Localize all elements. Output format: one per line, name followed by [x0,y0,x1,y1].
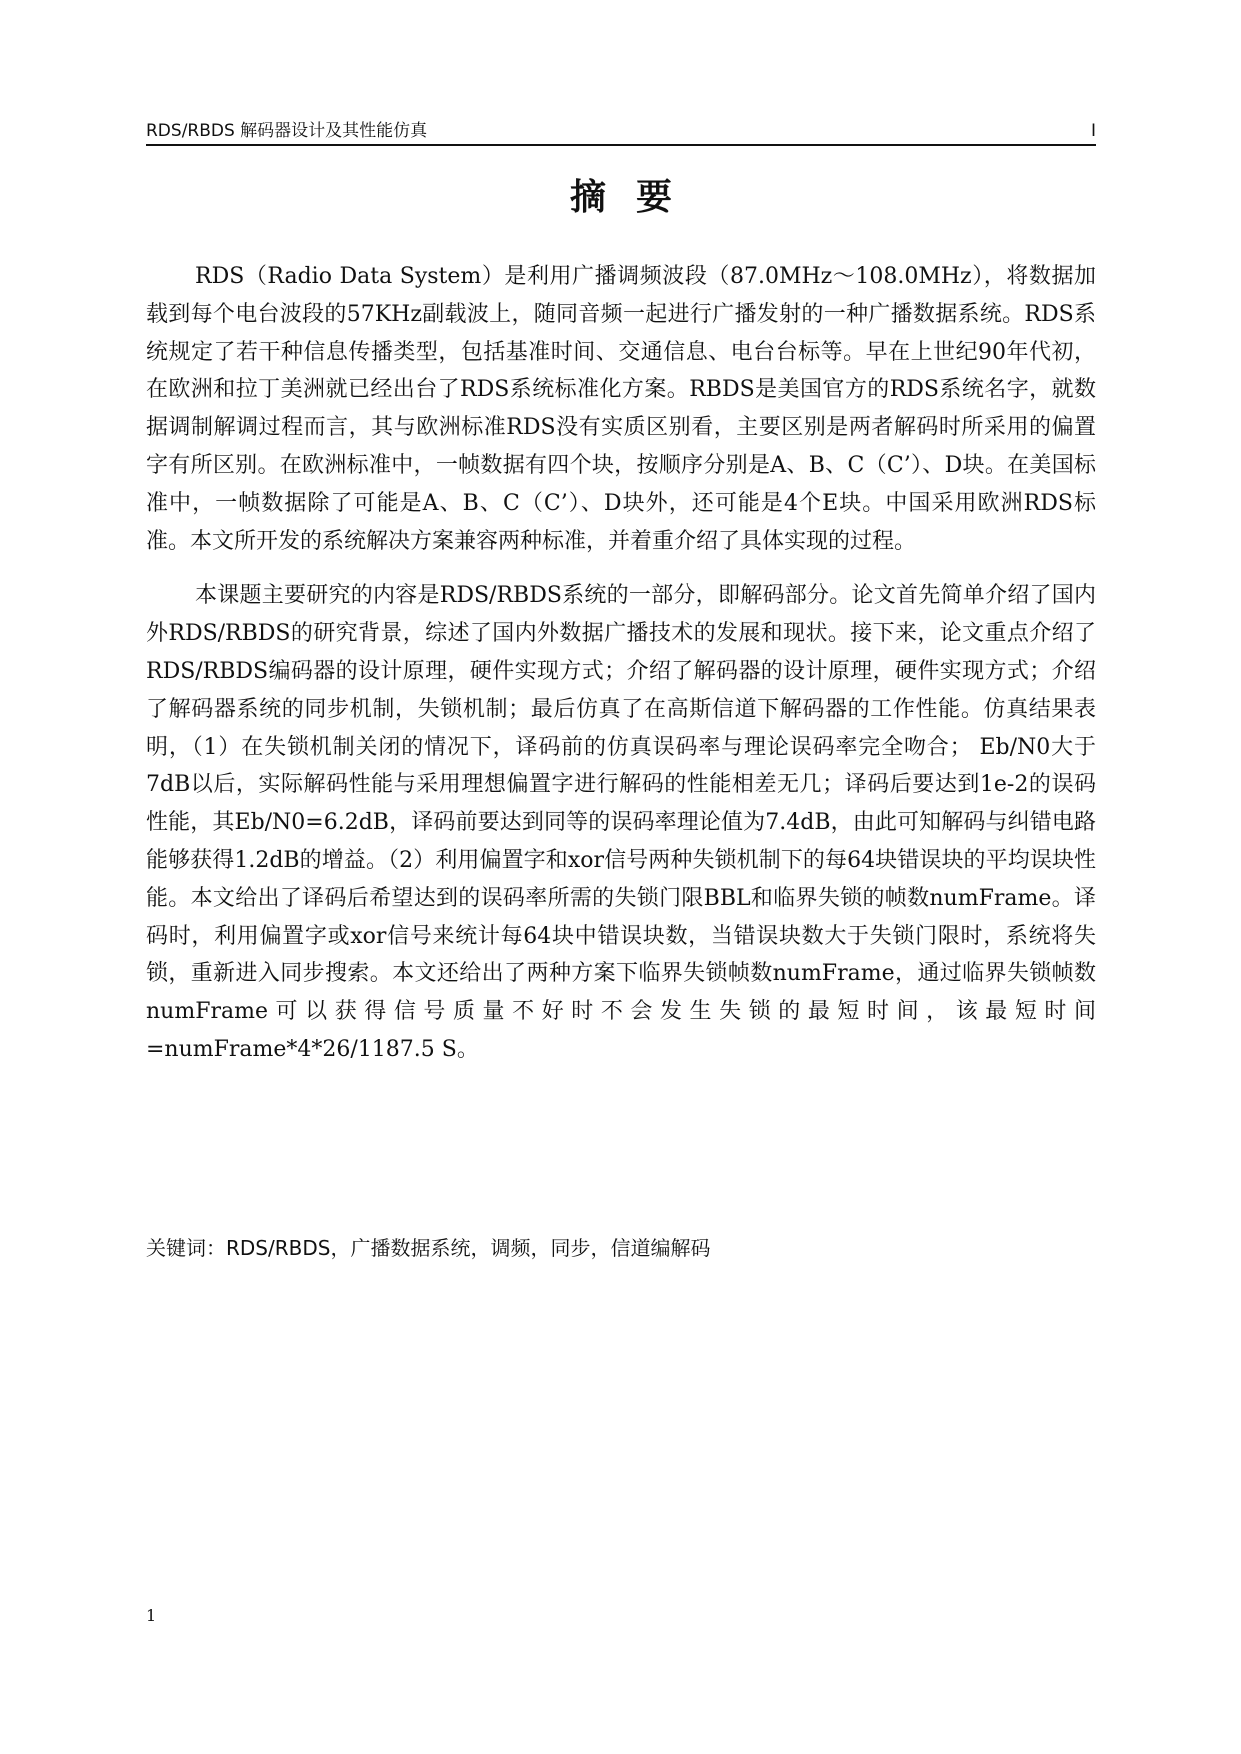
running-header [146,119,1096,143]
abstract-paragraph-1: RDS（Radio Data System）是利用广播调频波段（87.0MHz～108.0MHz），将数据加载到每个电台波段的57KHz副载波上，随同音频一起进行广播发射的一种广播数据系统。RDS系统规定了若干种信息传播类型，包括基准时间、交通信息、电台台标等。早在上世纪90年代初，在欧洲和拉丁美洲就已经出台了RDS系统标准化方案。RBDS是美国官方的RDS系统名字，就数据调制解调过程而言，其与欧洲标准RDS没有实质区别看，主要区别是两者解码时所采用的偏置字有所区别。在欧洲标准中，一帧数据有四个块，按顺序分别是A、B、C（C’）、D块。在美国标准中，一帧数据除了可能是A、B、C（C’）、D块外，还可能是4个E块。中国采用欧洲RDS标准。本文所开发的系统解决方案兼容两种标准，并着重介绍了具体实现的过程。 [146,264,1096,554]
page-number: 1 [146,1606,157,1625]
running-title: RDS/RBDS 解码器设计及其性能仿真 [146,121,428,141]
header-rule [146,144,1096,146]
abstract-body [146,258,1096,1069]
keywords: 关键词：RDS/RBDS，广播数据系统，调频，同步，信道编解码 [146,1236,711,1260]
page-title: 摘要 [569,177,702,218]
roman-page-number: I [1090,121,1096,141]
abstract-paragraph-2: 本课题主要研究的内容是RDS/RBDS系统的一部分，即解码部分。论文首先简单介绍了国内外RDS/RBDS的研究背景，综述了国内外数据广播技术的发展和现状。接下来，论文重点介绍了RDS/RBDS编码器的设计原理，硬件实现方式；介绍了解码器的设计原理，硬件实现方式；介绍了解码器系统的同步机制，失锁机制；最后仿真了在高斯信道下解码器的工作性能。仿真结果表明，（1）在失锁机制关闭的情况下，译码前的仿真误码率与理论误码率完全吻合； Eb/N0大于7dB以后，实际解码性能与采用理想偏置字进行解码的性能相差无几；译码后要达到1e-2的误码性能，其Eb/N0=6.2dB，译码前要达到同等的误码率理论值为7.4dB，由此可知解码与纠错电路能够获得1.2dB的增益。（2）利用偏置字和xor信号两种失锁机制下的每64块错误块的平均误块性能。本文给出了译码后希望达到的误码率所需的失锁门限BBL和临界失锁的帧数numFrame。译码时，利用偏置字或xor信号来统计每64块中错误块数，当错误块数大于失锁门限时，系统将失锁，重新进入同步搜索。本文还给出了两种方案下临界失锁帧数numFrame，通过临界失锁帧数numFrame可以获得信号质量不好时不会发生失锁的最短时间，该最短时间=numFrame*4*26/1187.5 S。 [146,583,1096,1062]
